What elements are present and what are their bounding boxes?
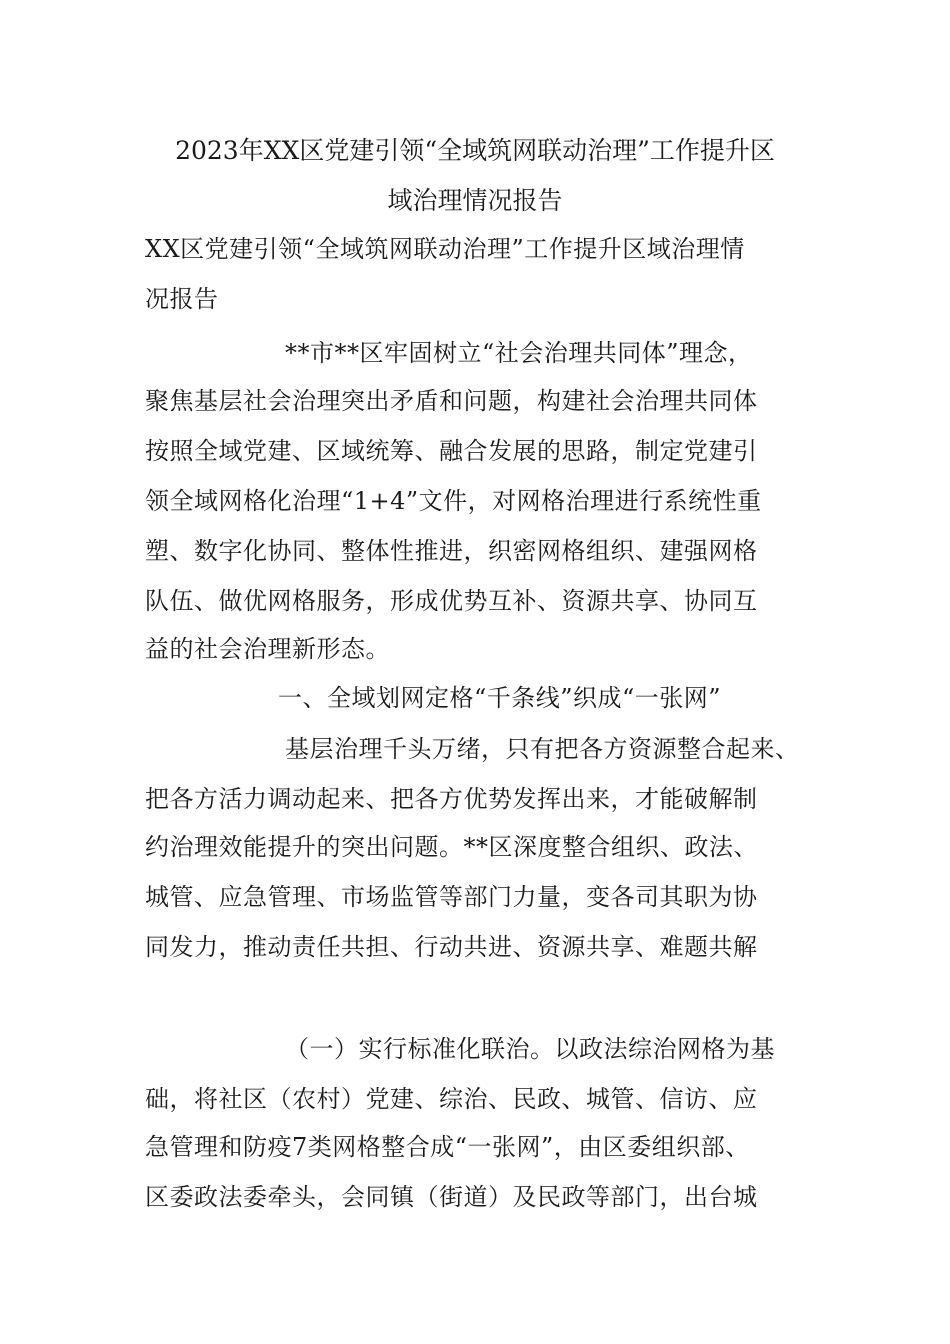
intro-line-5: 塑、数字化协同、整体性推进，织密网格组织、建强网格: [145, 537, 758, 565]
section1-heading: 一、全域划网定格“千条线”织成“一张网”: [278, 684, 722, 712]
subsection1-line-4: 区委政法委牵头，会同镇（街道）及民政等部门，出台城: [145, 1183, 758, 1211]
intro-line-1: **市**区牢固树立“社会治理共同体”理念，: [285, 339, 753, 367]
section1-line-1: 基层治理千头万绪，只有把各方资源整合起来、: [285, 735, 800, 763]
intro-line-7: 益的社会治理新形态。: [145, 635, 390, 663]
intro-line-6: 队伍、做优网格服务，形成优势互补、资源共享、协同互: [145, 587, 758, 615]
section1-line-3: 约治理效能提升的突出问题。**区深度整合组织、政法、: [145, 833, 758, 861]
subsection1-line-3: 急管理和防疫7类网格整合成“一张网”，由区委组织部、: [145, 1133, 750, 1161]
subsection1-line-2: 础，将社区（农村）党建、综治、民政、城管、信访、应: [145, 1085, 758, 1113]
section1-line-2: 把各方活力调动起来、把各方优势发挥出来，才能破解制: [145, 785, 758, 813]
intro-line-2: 聚焦基层社会治理突出矛盾和问题，构建社会治理共同体: [145, 387, 758, 415]
subtitle-line-1: XX区党建引领“全域筑网联动治理”工作提升区域治理情: [145, 235, 745, 263]
document-title-line-2: 域治理情况报告: [387, 186, 563, 215]
subtitle-line-2: 况报告: [145, 285, 219, 313]
intro-line-3: 按照全域党建、区域统筹、融合发展的思路，制定党建引: [145, 437, 758, 465]
document-title-line-1: 2023年XX区党建引领“全域筑网联动治理”工作提升区: [175, 136, 775, 165]
section1-line-4: 城管、应急管理、市场监管等部门力量，变各司其职为协: [145, 883, 758, 911]
intro-line-4: 领全域网格化治理“1+4”文件，对网格治理进行系统性重: [145, 487, 762, 515]
subsection1-line-1: （一）实行标准化联治。以政法综治网格为基: [285, 1035, 775, 1063]
section1-line-5: 同发力，推动责任共担、行动共进、资源共享、难题共解: [145, 933, 758, 961]
